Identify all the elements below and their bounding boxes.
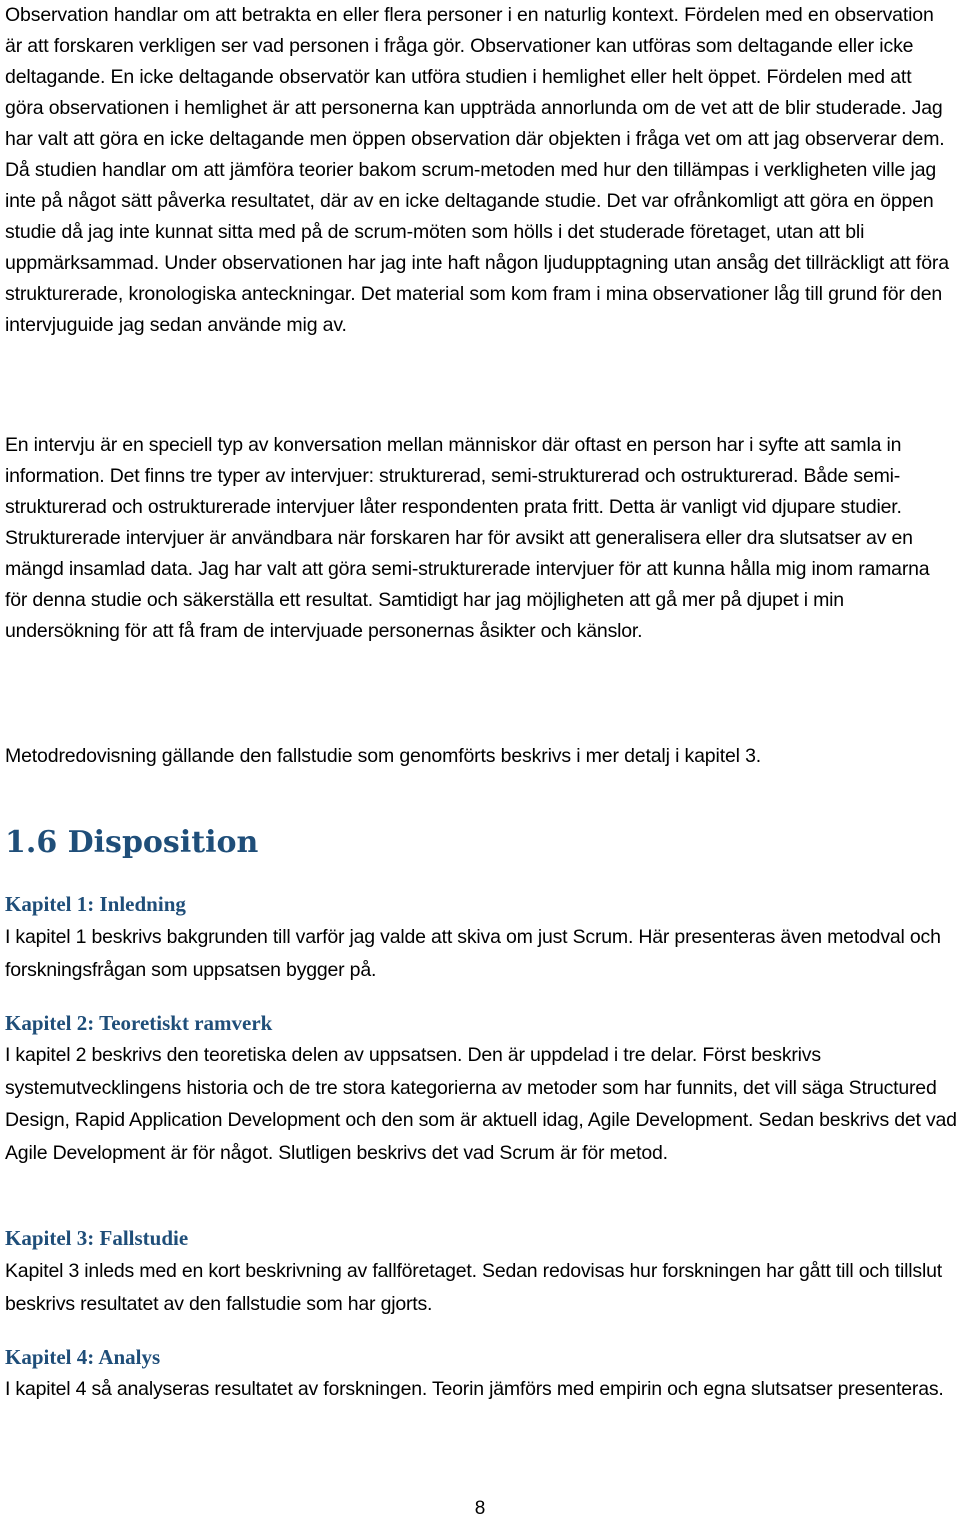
body-paragraph-method-summary: Metodredovisning gällande den fallstudie som genomförts beskrivs i mer detalj i kapitel 3.: [5, 745, 762, 767]
chapter-3-heading: Kapitel 3: Fallstudie: [5, 1226, 189, 1250]
chapter-2-text: I kapitel 2 beskrivs den teoretiska delen av uppsatsen. Den är uppdelad i tre delar. Först beskrivs systemutvecklingens historia och de tre stora kategorierna av metoder som har funnits, det vill säga Structured Design, Rapid Application Development och den som är aktuell idag, Agile Development. Sedan beskrivs det vad Agile Development är för något. Slutligen beskrivs det vad Scrum är för metod.: [5, 1044, 957, 1164]
chapter-1-heading: Kapitel 1: Inledning: [5, 892, 186, 916]
chapter-3-text: Kapitel 3 inleds med en kort beskrivning av fallföretaget. Sedan redovisas hur forskningen har gått till och tillslut beskrivs resultatet av den fallstudie som har gjorts.: [5, 1260, 942, 1315]
body-paragraph-observation: Observation handlar om att betrakta en eller flera personer i en naturlig kontext. Fördelen med en observation är att forskaren verkligen ser vad personen i fråga gör. Observationer kan utföras som deltagande eller icke deltagande. En icke deltagande observatör kan utföra studien i hemlighet eller helt öppet. Fördelen med att göra observationen i hemlighet är att personerna kan uppträda annorlunda om de vet att de blir studerade. Jag har valt att göra en icke deltagande men öppen observation där objekten i fråga vet om att jag observerar dem. Då studien handlar om att jämföra teorier bakom scrum-metoden med hur den tillämpas i verkligheten ville jag inte på något sätt påverka resultatet, där av en icke deltagande studie. Det var ofrånkomligt att göra en öppen studie då jag inte kunnat sitta med på de scrum-möten som hölls i det studerade företaget, utan att bli uppmärksammad. Under observationen har jag inte haft någon ljudupptagning utan ansåg det tillräckligt att föra strukturerade, kronologiska anteckningar. Det material som kom fram i mina observationer låg till grund för den intervjuguide jag sedan använde mig av.: [5, 4, 949, 336]
chapter-4-heading: Kapitel 4: Analys: [5, 1345, 161, 1369]
chapter-4-text: I kapitel 4 så analyseras resultatet av forskningen. Teorin jämförs med empirin och egna slutsatser presenteras.: [5, 1378, 944, 1400]
body-paragraph-interview: En intervju är en speciell typ av konversation mellan människor där oftast en person har i syfte att samla in information. Det finns tre typer av intervjuer: strukturerad, semi-strukturerad och ostrukturerad. Både semi-strukturerad och ostrukturerade intervjuer låter respondenten prata fritt. Detta är vanligt vid djupare studier. Strukturerade intervjuer är användbara när forskaren har för avsikt att generalisera eller dra slutsatser av en mängd insamlad data. Jag har valt att göra semi-strukturerade intervjuer för att kunna hålla mig inom ramarna för denna studie och säkerställa ett resultat. Samtidigt har jag möjligheten att gå mer på djupet i min undersökning för att få fram de intervjuade personernas åsikter och känslor.: [5, 434, 930, 642]
chapter-1-text: I kapitel 1 beskrivs bakgrunden till varför jag valde att skiva om just Scrum. Här presenteras även metodval och forskningsfrågan som uppsatsen bygger på.: [5, 926, 941, 981]
chapter-2-heading: Kapitel 2: Teoretiskt ramverk: [5, 1011, 273, 1035]
section-title: 1.6 Disposition: [5, 825, 259, 860]
page-number: 8: [474, 1498, 486, 1519]
